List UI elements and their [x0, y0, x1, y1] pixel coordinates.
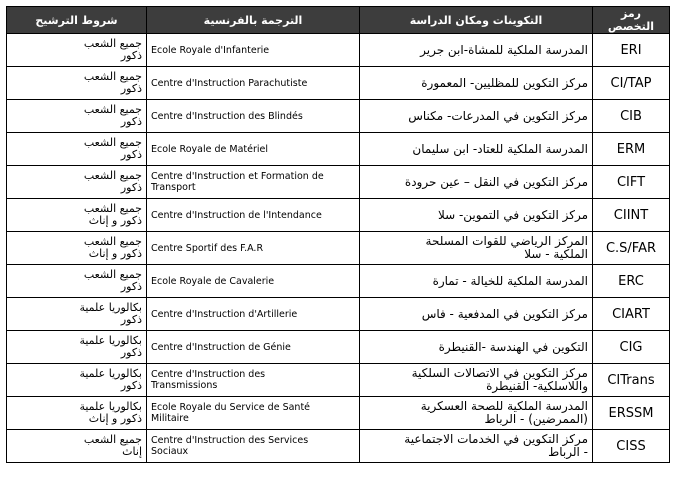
code-cell — [593, 232, 670, 265]
french-name-cell-line: Militaire — [151, 413, 189, 424]
french-name-cell — [147, 232, 360, 265]
conditions-cell — [7, 364, 147, 397]
conditions-cell — [7, 331, 147, 364]
french-name-cell — [147, 430, 360, 463]
training-cell-line: مركز التكوين للمظليين- المعمورة — [421, 75, 588, 90]
french-name-cell — [147, 298, 360, 331]
training-cell-line: التكوين في الهندسة -القنيطرة — [438, 339, 588, 354]
conditions-cell-line: ذكور — [120, 148, 142, 161]
french-name-cell-line: Centre Sportif des F.A.R — [151, 242, 264, 254]
table-row — [7, 232, 670, 265]
conditions-cell-line: جميع الشعب — [83, 103, 142, 116]
french-name-cell — [147, 34, 360, 67]
french-name-cell — [147, 166, 360, 199]
conditions-cell — [7, 67, 147, 100]
training-cell — [360, 364, 593, 397]
french-name-cell-line: Transport — [151, 182, 196, 193]
training-cell — [360, 430, 593, 463]
training-cell-line: الملكية - سلا — [524, 247, 588, 261]
conditions-cell — [7, 232, 147, 265]
code-cell — [593, 133, 670, 166]
training-cell — [360, 166, 593, 199]
conditions-cell-line: جميع الشعب — [83, 70, 142, 83]
training-cell — [360, 100, 593, 133]
french-name-cell — [147, 67, 360, 100]
french-name-cell-line: Centre d'Instruction Parachutiste — [151, 77, 308, 89]
table-body — [7, 34, 670, 463]
code-cell-line: CIFT — [616, 174, 646, 190]
conditions-cell-line: ذكور — [120, 115, 142, 128]
table-row — [7, 34, 670, 67]
french-name-cell-line: Centre d'Instruction de l'Intendance — [151, 209, 322, 221]
table-row — [7, 166, 670, 199]
french-name-cell-line: Ecole Royale d'Infanterie — [151, 44, 270, 56]
french-name-cell-line: Transmissions — [151, 380, 218, 391]
french-name-cell-line: Sociaux — [151, 446, 189, 457]
table-row — [7, 133, 670, 166]
training-cell-line: (الممرضين) - الرباط — [484, 412, 588, 426]
table-row — [7, 364, 670, 397]
code-cell — [593, 166, 670, 199]
french-name-cell — [147, 100, 360, 133]
conditions-cell — [7, 133, 147, 166]
french-name-cell-line: Ecole Royale de Matériel — [151, 143, 268, 155]
french-name-cell — [147, 199, 360, 232]
french-name-cell-line: Centre d'Instruction et Formation de — [151, 171, 324, 182]
conditions-cell-line: ذكور — [120, 313, 142, 326]
conditions-cell-line: جميع الشعب — [83, 433, 142, 446]
code-cell — [593, 265, 670, 298]
conditions-cell-line: ذكور و إناث — [88, 412, 142, 425]
training-cell-line: المدرسة الملكية للخيالة - تمارة — [432, 273, 588, 288]
conditions-cell — [7, 430, 147, 463]
table-row — [7, 430, 670, 463]
french-name-cell-line: Centre d'Instruction de Génie — [151, 341, 291, 353]
training-cell — [360, 34, 593, 67]
table-row — [7, 265, 670, 298]
french-name-cell-line: Centre d'Instruction des — [151, 369, 266, 380]
code-cell — [593, 100, 670, 133]
training-cell — [360, 67, 593, 100]
conditions-cell-line: ذكور و إناث — [88, 247, 142, 260]
training-cell-line: المدرسة الملكية للمشاة-ابن جرير — [420, 42, 588, 57]
table-row — [7, 298, 670, 331]
conditions-cell-line: ذكور — [120, 280, 142, 293]
table-row — [7, 199, 670, 232]
code-cell — [593, 430, 670, 463]
conditions-cell-line: إناث — [122, 445, 142, 458]
french-name-cell-line: Centre d'Instruction des Blindés — [151, 110, 303, 122]
conditions-cell-line: ذكور — [120, 379, 142, 392]
conditions-cell-line: جميع الشعب — [83, 136, 142, 149]
table-row — [7, 397, 670, 430]
french-name-cell-line: Centre d'Instruction des Services — [151, 435, 309, 446]
conditions-cell-line: جميع الشعب — [83, 37, 142, 50]
conditions-cell — [7, 199, 147, 232]
training-cell — [360, 133, 593, 166]
code-cell-line: CIB — [620, 108, 642, 124]
french-name-cell-line: Ecole Royale du Service de Santé — [151, 402, 311, 413]
header-conditions: شروط الترشيح — [7, 7, 147, 34]
french-name-cell — [147, 364, 360, 397]
training-cell — [360, 298, 593, 331]
conditions-cell-line: بكالوريا علمية — [79, 334, 142, 347]
table-row — [7, 331, 670, 364]
training-cell-line: واللاسلكية- القنيطرة — [486, 379, 588, 393]
french-name-cell — [147, 265, 360, 298]
training-cell-line: المركز الرياضي للقوات المسلحة — [425, 234, 588, 248]
code-cell-line: ERI — [620, 42, 642, 58]
code-cell-line: CIINT — [613, 207, 649, 223]
french-name-cell — [147, 397, 360, 430]
conditions-cell — [7, 166, 147, 199]
code-cell — [593, 34, 670, 67]
conditions-cell-line: ذكور — [120, 82, 142, 95]
code-cell — [593, 298, 670, 331]
conditions-cell-line: جميع الشعب — [83, 235, 142, 248]
header-training: التكوينات ومكان الدراسة — [360, 7, 593, 34]
code-cell-line: CISS — [616, 438, 646, 454]
training-cell — [360, 397, 593, 430]
conditions-cell-line: جميع الشعب — [83, 169, 142, 182]
code-cell — [593, 67, 670, 100]
code-cell — [593, 397, 670, 430]
training-cell-line: مركز التكوين في النقل – عين حرودة — [404, 174, 588, 189]
conditions-cell — [7, 100, 147, 133]
specialties-table — [6, 6, 670, 463]
training-cell-line: مركز التكوين في الخدمات الاجتماعية — [404, 432, 588, 446]
training-cell-line: مركز التكوين في الاتصالات السلكية — [411, 366, 588, 380]
french-name-cell — [147, 331, 360, 364]
code-cell-line: CIART — [612, 306, 650, 322]
conditions-cell-line: ذكور و إناث — [88, 214, 142, 227]
conditions-cell — [7, 298, 147, 331]
training-cell-line: مركز التكوين في المدفعية - فاس — [421, 306, 588, 321]
conditions-cell — [7, 34, 147, 67]
code-cell-line: ERSSM — [608, 405, 654, 421]
code-cell-line: CI/TAP — [610, 75, 652, 91]
code-cell — [593, 331, 670, 364]
french-name-cell — [147, 133, 360, 166]
french-name-cell-line: Ecole Royale de Cavalerie — [151, 275, 275, 287]
code-cell-line: C.S/FAR — [605, 240, 657, 256]
french-name-cell-line: Centre d'Instruction d'Artillerie — [151, 308, 298, 320]
code-cell — [593, 364, 670, 397]
conditions-cell-line: جميع الشعب — [83, 268, 142, 281]
conditions-cell-line: جميع الشعب — [83, 202, 142, 215]
conditions-cell-line: ذكور — [120, 181, 142, 194]
conditions-cell-line: بكالوريا علمية — [79, 367, 142, 380]
training-cell-line: المدرسة الملكية للعتاد- ابن سليمان — [412, 141, 588, 156]
header-row — [7, 7, 670, 34]
code-cell-line: CIG — [619, 339, 643, 355]
conditions-cell — [7, 265, 147, 298]
header-code: رمز التخصص — [593, 7, 670, 34]
conditions-cell-line: ذكور — [120, 346, 142, 359]
training-cell — [360, 265, 593, 298]
training-cell — [360, 232, 593, 265]
training-cell — [360, 199, 593, 232]
conditions-cell-line: بكالوريا علمية — [79, 301, 142, 314]
training-cell-line: المدرسة الملكية للصحة العسكرية — [420, 399, 588, 413]
table-row — [7, 67, 670, 100]
code-cell-line: ERC — [618, 273, 644, 289]
training-cell-line: مركز التكوين في المدرعات- مكناس — [408, 108, 588, 123]
code-cell-line: CITrans — [607, 372, 655, 388]
code-cell-line: ERM — [616, 141, 646, 157]
conditions-cell-line: ذكور — [120, 49, 142, 62]
conditions-cell — [7, 397, 147, 430]
table-row — [7, 100, 670, 133]
training-cell-line: - الرباط — [548, 445, 588, 459]
training-cell — [360, 331, 593, 364]
conditions-cell-line: بكالوريا علمية — [79, 400, 142, 413]
header-french: الترجمة بالفرنسية — [147, 7, 360, 34]
training-cell-line: مركز التكوين في التموين- سلا — [437, 207, 588, 222]
code-cell — [593, 199, 670, 232]
